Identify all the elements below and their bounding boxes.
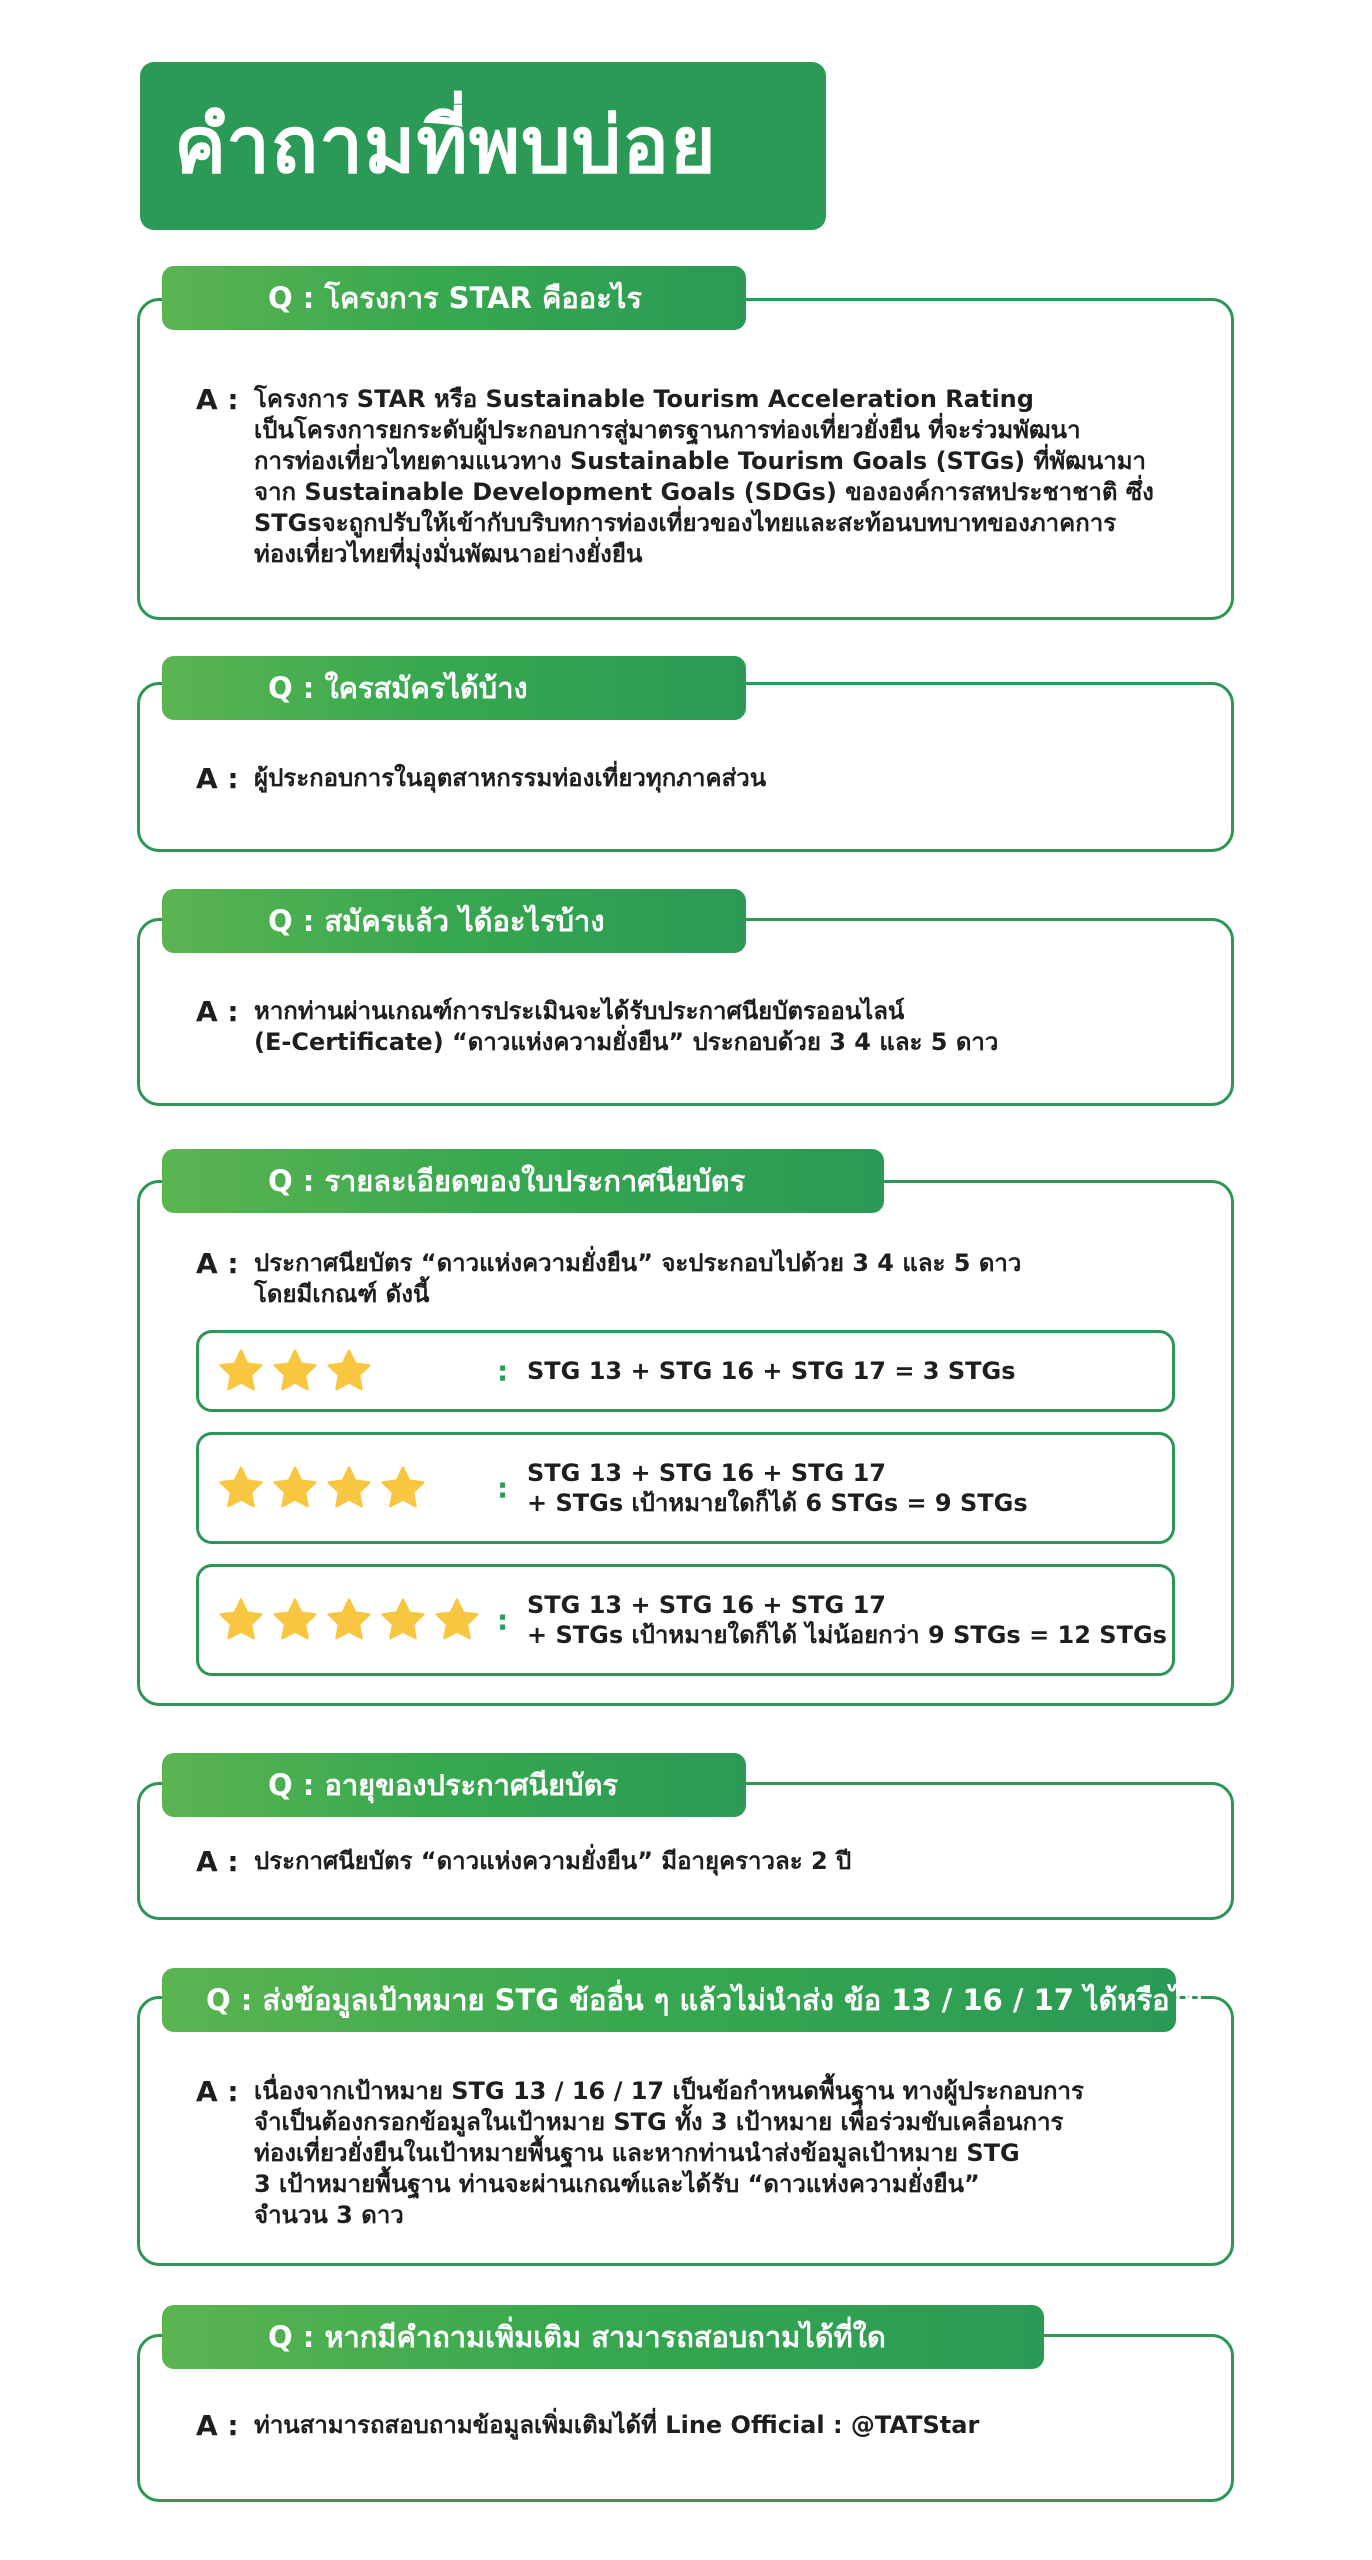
separator: : [497,1354,509,1388]
star-level-criteria: STG 13 + STG 16 + STG 17 + STGs เป้าหมายใดก็ได้ ไม่น้อยกว่า 9 STGs = 12 STGs [527,1591,1167,1649]
star-icon [379,1464,427,1512]
faq-answer [196,1846,851,1877]
faq-answer [196,2410,979,2441]
answer-label: A : [196,1845,239,1878]
star-icon [217,1596,265,1644]
faq-answer [196,1248,1021,1310]
star-icon [217,1464,265,1512]
answer-text: ประกาศนียบัตร “ดาวแห่งความยั่งยืน” มีอายุคราวละ 2 ปี [254,1847,852,1875]
faq-answer [196,2076,1084,2231]
faq-question: Q : อายุของประกาศนียบัตร [162,1753,746,1817]
faq-question: Q : ใครสมัครได้บ้าง [162,656,746,720]
answer-label: A : [196,995,239,1028]
star-level-criteria: STG 13 + STG 16 + STG 17 = 3 STGs [527,1357,1016,1385]
faq-question: Q : โครงการ STAR คืออะไร [162,266,746,330]
answer-text: โครงการ STAR หรือ Sustainable Tourism Acceleration Rating เป็นโครงการยกระดับผู้ประกอบการสู่มาตรฐานการท่องเที่ยวยั่งยืน ที่จะร่วมพัฒนา การท่องเที่ยวไทยตามแนวทาง Sustainable Tourism Goals (STGs) ที่พัฒนามา จาก Sustainable Development Goals (SDGs) ขององค์การสหประชาชาติ ซึ่ง STGsจะถูกปรับให้เข้ากับบริบทการท่องเที่ยวของไทยและสะท้อนบทบาทของภาคการ ท่องเที่ยวไทยที่มุ่งมั่นพัฒนาอย่างยั่งยืน [254,385,1154,568]
star-icon [379,1596,427,1644]
star-icon [271,1347,319,1395]
answer-label: A : [196,1247,239,1280]
answer-label: A : [196,2075,239,2108]
faq-answer [196,384,1154,570]
star-icon [325,1464,373,1512]
answer-text: เนื่องจากเป้าหมาย STG 13 / 16 / 17 เป็นข้อกำหนดพื้นฐาน ทางผู้ประกอบการ จำเป็นต้องกรอกข้อมูลในเป้าหมาย STG ทั้ง 3 เป้าหมาย เพื่อร่วมขับเคลื่อนการ ท่องเที่ยวยั่งยืนในเป้าหมายพื้นฐาน และหากท่านนำส่งข้อมูลเป้าหมาย STG 3 เป้าหมายพื้นฐาน ท่านจะผ่านเกณฑ์และได้รับ “ดาวแห่งความยั่งยืน” จำนวน 3 ดาว [254,2077,1084,2229]
separator: : [497,1471,509,1505]
answer-text: ผู้ประกอบการในอุตสาหกรรมท่องเที่ยวทุกภาคส่วน [254,764,767,792]
answer-label: A : [196,762,239,795]
faq-question: Q : ส่งข้อมูลเป้าหมาย STG ข้ออื่น ๆ แล้วไม่นำส่ง ข้อ 13 / 16 / 17 ได้หรือไม่ [162,1968,1176,2032]
faq-answer [196,996,998,1058]
answer-text: ท่านสามารถสอบถามข้อมูลเพิ่มเติมได้ที่ Line Official : @TATStar [254,2411,980,2439]
star-icon [271,1596,319,1644]
answer-text: ประกาศนียบัตร “ดาวแห่งความยั่งยืน” จะประกอบไปด้วย 3 4 และ 5 ดาว โดยมีเกณฑ์ ดังนี้ [254,1249,1022,1308]
star-level-criteria: STG 13 + STG 16 + STG 17 + STGs เป้าหมายใดก็ได้ 6 STGs = 9 STGs [527,1459,1028,1517]
answer-label: A : [196,2409,239,2442]
star-level-4 [196,1432,1175,1544]
star-rating [217,1464,427,1512]
star-rating [217,1347,373,1395]
star-icon [325,1347,373,1395]
star-level-5 [196,1564,1175,1676]
star-level-3 [196,1330,1175,1412]
separator: : [497,1603,509,1637]
answer-label: A : [196,383,239,416]
faq-question: Q : หากมีคำถามเพิ่มเติม สามารถสอบถามได้ที่ใด [162,2305,1044,2369]
star-icon [325,1596,373,1644]
answer-text: หากท่านผ่านเกณฑ์การประเมินจะได้รับประกาศนียบัตรออนไลน์ (E-Certificate) “ดาวแห่งความยั่งยืน” ประกอบด้วย 3 4 และ 5 ดาว [254,997,999,1056]
page-title: คำถามที่พบบ่อย [140,62,826,230]
star-rating [217,1596,481,1644]
star-icon [433,1596,481,1644]
star-icon [217,1347,265,1395]
faq-answer [196,763,766,794]
faq-question: Q : รายละเอียดของใบประกาศนียบัตร [162,1149,884,1213]
star-icon [271,1464,319,1512]
faq-question: Q : สมัครแล้ว ได้อะไรบ้าง [162,889,746,953]
